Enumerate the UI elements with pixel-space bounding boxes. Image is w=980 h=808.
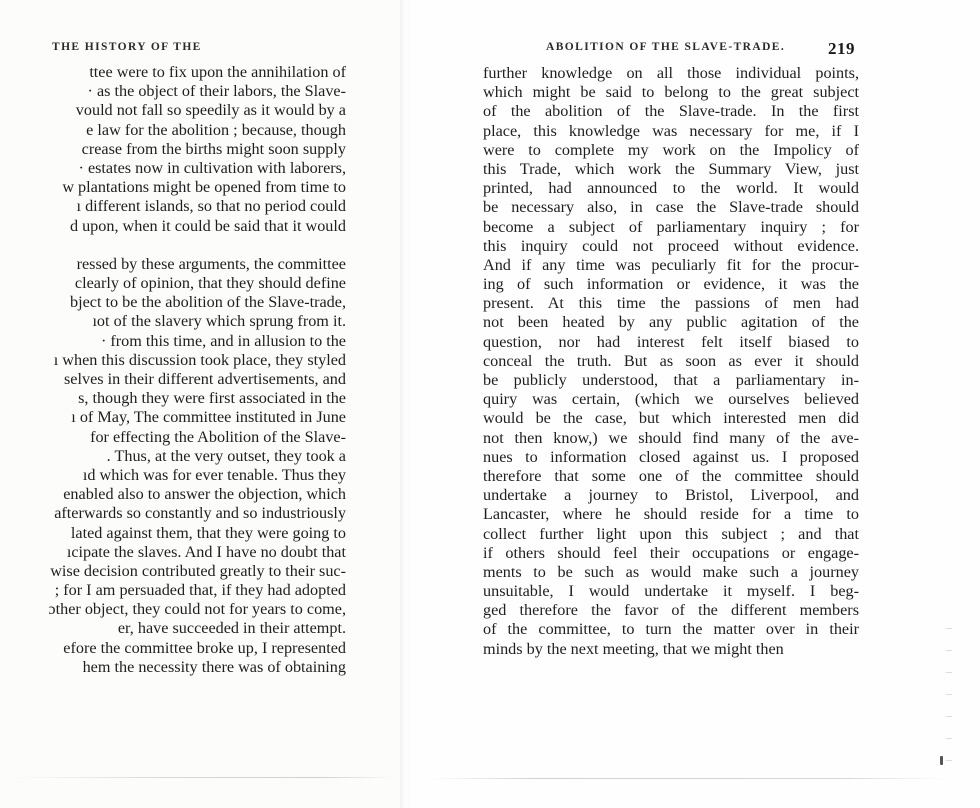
left-text-line: er, have succeeded in their attempt. xyxy=(117,619,346,638)
right-text-line: not been heated by any public agitation of the xyxy=(483,313,859,332)
left-text-line: enabled also to answer the objection, which xyxy=(63,485,346,504)
right-text-line: would be the case, but which interested men did xyxy=(483,409,859,428)
ink-blot xyxy=(940,756,943,765)
right-text-line: place, this knowledge was necessary for me, if I xyxy=(483,121,859,140)
left-text-line: afterwards so constantly and so industriously xyxy=(54,504,346,523)
left-text-line: · estates now in cultivation with laborers, xyxy=(78,158,346,177)
right-text-line: be necessary also, in case the Slave-trade should xyxy=(483,198,859,217)
right-body-text xyxy=(483,64,859,659)
right-text-line: conceal the truth. But as soon as ever it should xyxy=(483,351,859,370)
right-text-line: not then know,) we should find many of the ave- xyxy=(483,428,859,447)
right-text-line: were to complete my work on the Impolicy of xyxy=(483,140,859,159)
left-text-line: efore the committee broke up, I represented xyxy=(63,638,346,657)
left-text-line: ı different islands, so that no period could xyxy=(76,197,346,216)
left-text-line: ıd which was for ever tenable. Thus they xyxy=(82,465,346,484)
right-text-line: present. At this time the passions of men had xyxy=(483,294,859,313)
right-text-line: ged therefore the favor of the different members xyxy=(483,601,859,620)
page-number: 219 xyxy=(828,39,855,58)
left-text-line: hem the necessity there was of obtaining xyxy=(82,657,346,676)
right-text-line: ments to be such as would make such a journey xyxy=(483,562,859,581)
right-text-line: become a subject of parliamentary inquiry ; for xyxy=(483,217,859,236)
left-page xyxy=(0,0,400,808)
left-running-header: THE HISTORY OF THE xyxy=(52,41,202,53)
left-text-line: ıcipate the slaves. And I have no doubt that xyxy=(66,542,346,561)
left-text-line: for effecting the Abolition of the Slave- xyxy=(90,427,346,446)
left-text-line: lated against them, that they were going to xyxy=(70,523,346,542)
left-text-line: crease from the births might soon supply xyxy=(81,139,346,158)
right-text-line: question, nor had interest felt itself biased to xyxy=(483,332,859,351)
right-text-line: be publicly understood, that a parliamentary in- xyxy=(483,371,859,389)
left-text-line xyxy=(0,236,346,255)
left-text-line: ; for I am persuaded that, if they had adopted xyxy=(54,581,346,600)
left-text-line: ıot of the slavery which sprung from it. xyxy=(92,312,346,331)
right-text-line: collect further light upon this subject ; and that xyxy=(483,524,859,543)
right-text-line: undertake a journey to Bristol, Liverpool, and xyxy=(483,486,859,505)
right-page xyxy=(410,0,980,808)
left-text-line: ɔther object, they could not for years to come, xyxy=(48,600,346,619)
left-text-line: wise decision contributed greatly to their suc- xyxy=(50,561,346,580)
left-text-line: ı of May, The committee instituted in June xyxy=(71,408,346,427)
left-text-line: vould not fall so speedily as it would by a xyxy=(75,101,346,120)
left-text-line: selves in their different advertisements, and xyxy=(64,370,346,388)
right-text-line: this inquiry could not proceed without evidence. xyxy=(483,236,859,255)
left-text-line: · from this time, and in allusion to the xyxy=(100,331,346,350)
right-text-line: Lancaster, where he should reside for a time to xyxy=(483,505,859,524)
right-text-line: ing of such information or evidence, it was the xyxy=(483,275,859,294)
left-text-line: ttee were to fix upon the annihilation of xyxy=(89,63,346,81)
left-text-line: e law for the abolition ; because, though xyxy=(86,120,346,139)
right-text-line: which might be said to belong to the great subject xyxy=(483,83,859,102)
right-text-line: further knowledge on all those individual points, xyxy=(483,64,859,82)
left-text-line: · as the object of their labors, the Slave- xyxy=(87,82,346,101)
left-text-line: bject to be the abolition of the Slave-trade, xyxy=(70,293,346,312)
right-text-line: therefore that some one of the committee should xyxy=(483,466,859,485)
left-text-line: ı when this discussion took place, they styled xyxy=(53,350,346,369)
right-text-line: of the committee, to turn the matter over in their xyxy=(483,620,859,639)
book-gutter xyxy=(400,0,410,808)
left-text-line: s, though they were first associated in the xyxy=(78,389,346,408)
right-text-line: this Trade, which work the Summary View, just xyxy=(483,159,859,178)
page-edge-marks xyxy=(946,620,952,780)
right-text-line: printed, had announced to the world. It would xyxy=(483,179,859,198)
right-text-line: quiry was certain, (which we ourselves believed xyxy=(483,390,859,409)
right-text-line: nues to information closed against us. I proposed xyxy=(483,447,859,466)
right-text-line: minds by the next meeting, that we might then xyxy=(483,639,784,658)
left-body-text xyxy=(0,63,346,677)
right-text-line: of the abolition of the Slave-trade. In the first xyxy=(483,102,859,121)
left-text-line: w plantations might be opened from time to xyxy=(62,178,346,197)
right-text-line: if others should feel their occupations or engage- xyxy=(483,543,859,562)
right-page-edge-rule xyxy=(428,778,948,779)
left-text-line: d upon, when it could be said that it would xyxy=(69,216,346,235)
right-running-header: ABOLITION OF THE SLAVE-TRADE. xyxy=(546,41,786,53)
left-text-line: clearly of opinion, that they should define xyxy=(74,274,346,293)
right-text-line: And if any time was peculiarly fit for the procur- xyxy=(483,255,859,274)
left-text-line: ressed by these arguments, the committee xyxy=(76,254,346,273)
right-text-line: unsuitable, I would undertake it myself. I beg- xyxy=(483,582,859,601)
left-text-line: . Thus, at the very outset, they took a xyxy=(106,446,346,465)
left-page-edge-rule xyxy=(0,777,400,778)
